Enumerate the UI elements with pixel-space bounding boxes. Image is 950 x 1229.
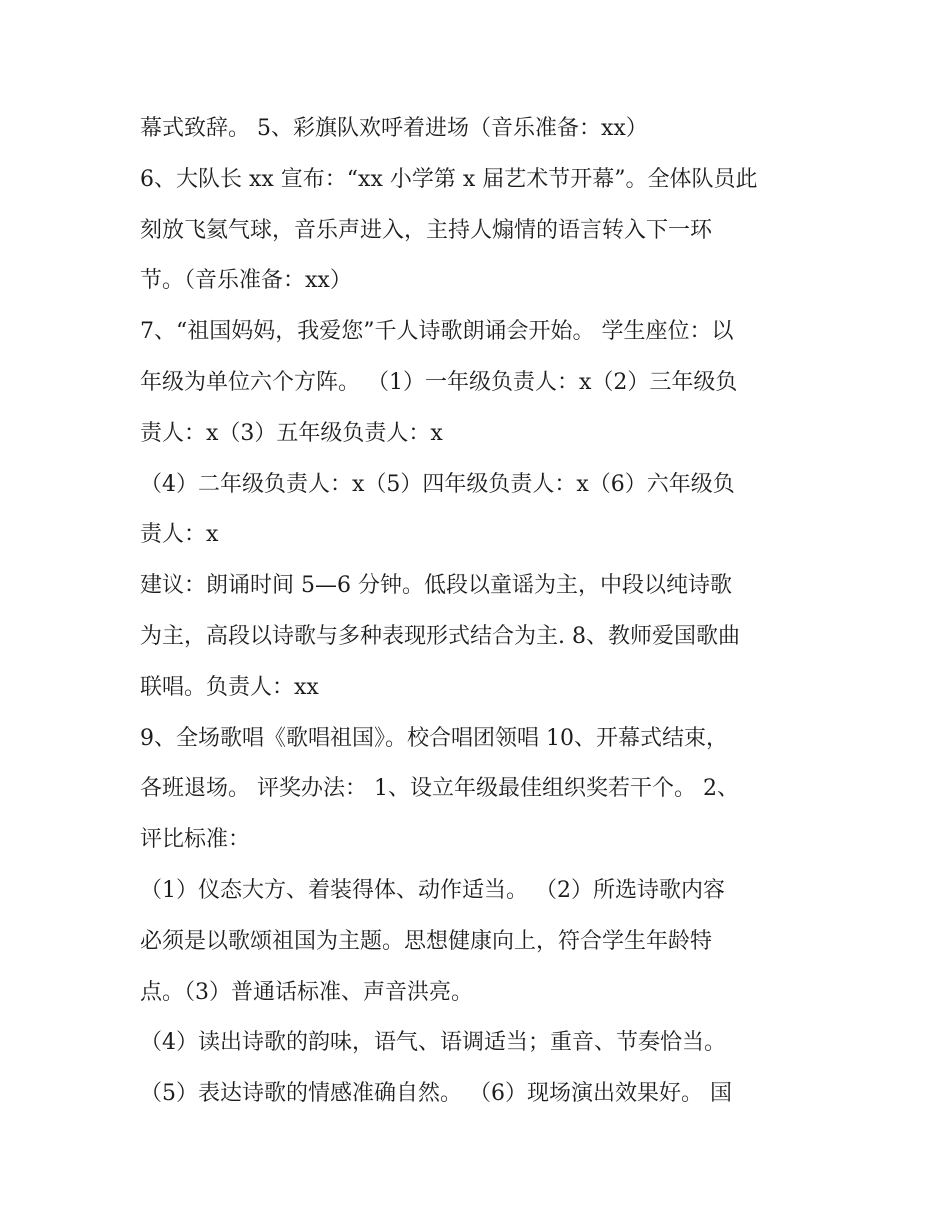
text-line: （5）表达诗歌的情感准确自然。 （6）现场演出效果好。 国: [140, 1081, 732, 1107]
text-line: 为主，高段以诗歌与多种表现形式结合为主. 8、教师爱国歌曲: [140, 623, 740, 649]
text-line: 责人：x: [140, 522, 219, 548]
text-line: （4）二年级负责人：x（5）四年级负责人：x（6）六年级负: [140, 471, 735, 497]
text-line: （1）仪态大方、着装得体、动作适当。 （2）所选诗歌内容: [140, 877, 725, 903]
text-line: 刻放飞氦气球，音乐声进入，主持人煽情的语言转入下一环: [140, 217, 713, 243]
text-line: 9、全场歌唱《歌唱祖国》。校合唱团领唱 10、开幕式结束，: [140, 725, 728, 751]
text-line: 联唱。负责人：xx: [140, 674, 319, 700]
document-body: [140, 104, 830, 1120]
text-line: 6、大队长 xx 宣布：“xx 小学第 x 届艺术节开幕”。全体队员此: [140, 166, 758, 192]
text-line: 各班退场。 评奖办法： 1、设立年级最佳组织奖若干个。 2、: [140, 776, 739, 802]
text-line: 责人：x（3）五年级负责人：x: [140, 420, 443, 446]
text-line: （4）读出诗歌的韵味，语气、语调适当；重音、节奏恰当。: [140, 1030, 726, 1056]
text-line: 幕式致辞。 5、彩旗队欢呼着进场（音乐准备：xx）: [140, 116, 648, 141]
text-line: 建议：朗诵时间 5—6 分钟。低段以童谣为主，中段以纯诗歌: [140, 573, 732, 599]
text-line: 节。（音乐准备：xx）: [140, 268, 352, 294]
text-line: 必须是以歌颂祖国为主题。思想健康向上，符合学生年龄特: [140, 928, 713, 954]
text-line: 7、“祖国妈妈，我爱您”千人诗歌朗诵会开始。 学生座位：以: [140, 319, 734, 345]
text-line: 评比标准：: [140, 827, 251, 853]
text-line: 点。（3）普通话标准、声音洪亮。: [140, 979, 473, 1005]
text-line: 年级为单位六个方阵。 （1）一年级负责人：x（2）三年级负: [140, 369, 738, 395]
